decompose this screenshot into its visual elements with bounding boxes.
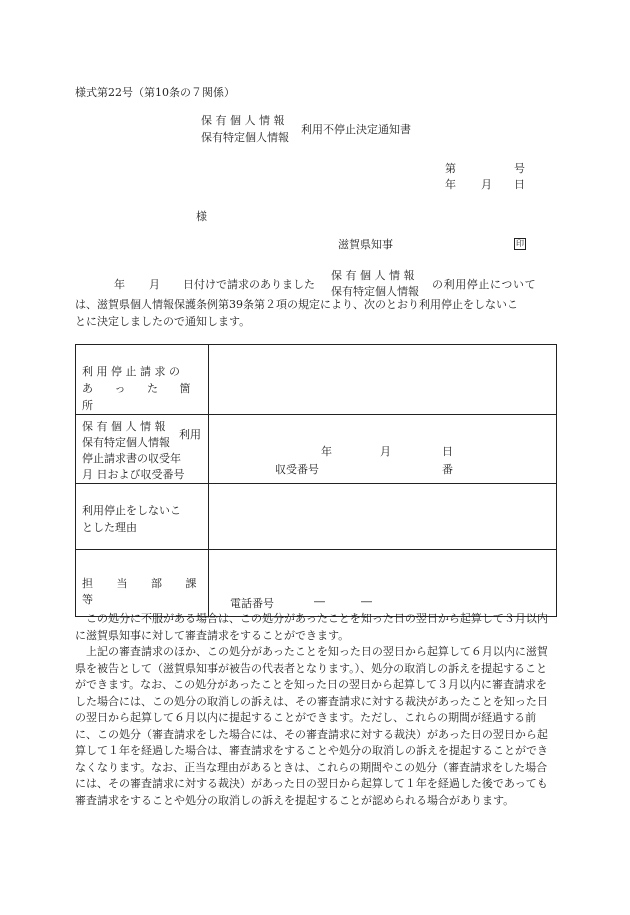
intro-line-3: とに決定しましたので通知します。 [75, 315, 251, 328]
page-title: 利用不停止決定通知書 [301, 123, 411, 136]
row-location-label [76, 345, 209, 415]
intro-alt-2: 保有特定個人情報 [331, 285, 419, 298]
row-department-label [76, 550, 209, 617]
row-receipt-label [76, 415, 209, 484]
title-alt-2: 保有特定個人情報 [201, 131, 289, 144]
row-reason-value [209, 484, 557, 550]
row2-label-b: 停止請求書の収受年 [82, 452, 181, 465]
row-location-value [209, 345, 557, 415]
row3-label-a: 利用停止をしないこ [82, 504, 181, 517]
intro-text: 日付けで請求のありました [183, 278, 315, 291]
receipt-ban: 番 [442, 463, 453, 476]
phone-dash-1: ― [314, 595, 325, 608]
receipt-month: 月 [380, 445, 391, 458]
doc-no-dai: 第 [445, 162, 456, 175]
row-reason-label [76, 484, 209, 550]
row1-label-b: あ っ た 箇 所 [82, 382, 200, 412]
row2-riyo: 利用 [179, 428, 201, 441]
issuer-name: 滋賀県知事 [338, 238, 393, 251]
form-number: 様式第22号（第10条の７関係） [75, 86, 235, 99]
row2-alt-1: 保 有 個 人 情 報 [82, 420, 166, 433]
row4-label: 担 当 部 課 等 [82, 577, 207, 606]
date-month: 月 [481, 178, 492, 191]
addressee-sama: 様 [196, 210, 207, 223]
seal-mark: 印 [516, 239, 524, 248]
title-alt-1: 保 有 個 人 情 報 [201, 114, 285, 127]
row2-label-c: 月 日および収受番号 [82, 468, 185, 481]
phone-dash-2: ― [361, 595, 372, 608]
request-table [75, 344, 557, 617]
date-day: 日 [514, 178, 525, 191]
row1-label-a: 利 用 停 止 請 求 の [82, 365, 180, 378]
intro-after: の利用停止について [432, 278, 537, 291]
title-alternatives [201, 112, 289, 146]
date-year: 年 [445, 178, 456, 191]
row-department-value [209, 550, 557, 617]
intro-month: 月 [149, 278, 160, 291]
intro-alt-1: 保 有 個 人 情 報 [331, 269, 415, 282]
note-lawsuit: 上記の審査請求のほか、この処分があったことを知った日の翌日から起算して６月以内に滋賀県を被告として（滋賀県知事が被告の代表者となります。）、処分の取消しの訴えを提起することができます。なお、この処分があったことを知った日の翌日から起算して３月以内に審査請求をした場合には、この処分の取消しの訴えは、その審査請求に対する裁決があったことを知った日の翌日から起算して６月以内に提起することができます。ただし、これらの期間が経過する前に、この処分（審査請求をした場合には、その審査請求に対する裁決）があった日の翌日から起算して１年を経過した場合は、審査請求をすることや処分の取消しの訴えを提起することができなくなります。なお、正当な理由があるときは、これらの期間やこの処分（審査請求をした場合には、その審査請求に対する裁決）があった日の翌日から起算して１年を経過した後であっても審査請求をすることや処分の取消しの訴えを提起することが認められる場合があります。 [75, 645, 548, 807]
receipt-number-label: 収受番号 [275, 463, 319, 476]
row3-label-b: とした理由 [82, 521, 137, 534]
note-appeal: この処分に不服がある場合は、この処分があったことを知った日の翌日から起算して３月以内に滋賀県知事に対して審査請求をすることができます。 [75, 612, 548, 642]
intro-year: 年 [114, 278, 125, 291]
intro-line-2: は、滋賀県個人情報保護条例第39条第２項の規定により、次のとおり利用停止をしないこ [75, 298, 518, 311]
row-receipt-value [209, 415, 557, 484]
receipt-day: 日 [442, 445, 453, 458]
doc-no-go: 号 [514, 162, 525, 175]
phone-label: 電話番号 [230, 597, 274, 610]
row2-alt-2: 保有特定個人情報 [82, 436, 170, 449]
receipt-year: 年 [321, 445, 332, 458]
